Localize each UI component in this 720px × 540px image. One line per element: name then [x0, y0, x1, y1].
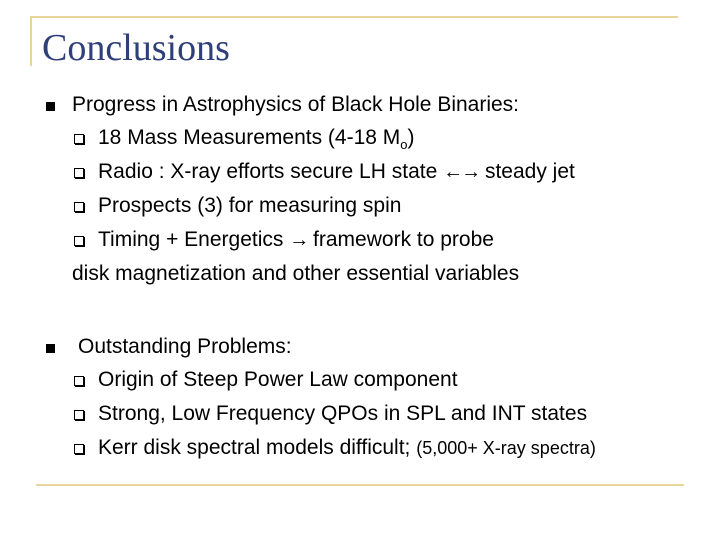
section2-item-3: Kerr disk spectral models difficult; (5,000+ X-ray spectra) [98, 436, 596, 459]
checkbox-bullet-icon [74, 444, 84, 454]
section1-heading: Progress in Astrophysics of Black Hole Binaries: [72, 93, 520, 116]
section1-item-4: Timing + Energetics → framework to probe [98, 228, 494, 251]
bullet-square-icon [46, 344, 55, 353]
double-arrow-icon: ←→ [443, 161, 480, 183]
bullet-square-icon [46, 102, 55, 111]
checkbox-bullet-icon [74, 134, 84, 144]
section2-item-2: Strong, Low Frequency QPOs in SPL and INT states [98, 402, 588, 425]
frame-top-rule [30, 16, 678, 18]
section2-heading: Outstanding Problems: [78, 335, 292, 358]
section2-item-1: Origin of Steep Power Law component [98, 368, 458, 391]
section1-item-1: 18 Mass Measurements (4-18 $M_o$) [98, 126, 415, 152]
checkbox-bullet-icon [74, 236, 84, 246]
checkbox-bullet-icon [74, 202, 84, 212]
section1-continuation: disk magnetization and other essential variables [72, 262, 520, 285]
checkbox-bullet-icon [74, 168, 84, 178]
checkbox-bullet-icon [74, 410, 84, 420]
section1-item-2: Radio : X-ray efforts secure LH state ←→ steady jet [98, 160, 575, 183]
spectra-count-note: (5,000+ X-ray spectra) [416, 438, 596, 458]
frame-left-rule [30, 16, 32, 66]
right-arrow-icon: → [289, 229, 308, 251]
slide-title: Conclusions [42, 27, 230, 69]
section1-item-3: Prospects (3) for measuring spin [98, 194, 402, 217]
checkbox-bullet-icon [74, 376, 84, 386]
frame-bottom-rule [36, 484, 684, 486]
